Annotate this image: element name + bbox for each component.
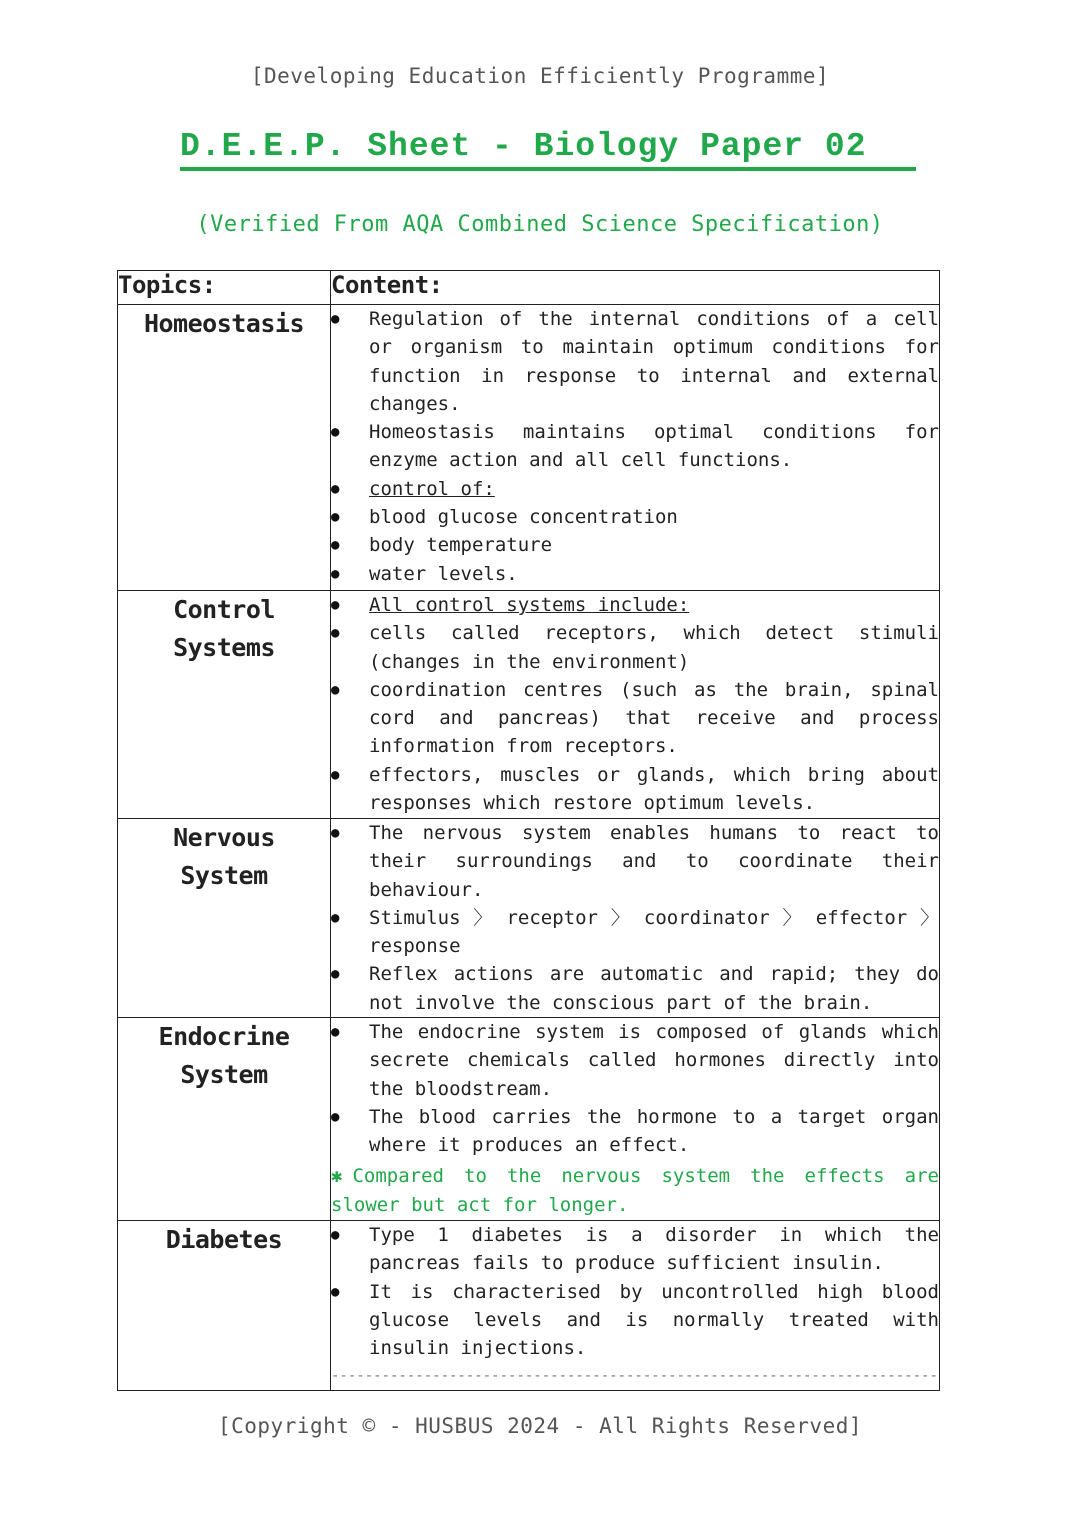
dashed-divider: ------------------------------------------------------------------------	[331, 1367, 938, 1384]
list-item: ● water levels.	[331, 560, 939, 588]
bullet-list	[331, 819, 939, 1017]
content-cell	[331, 819, 940, 1018]
topic-cell	[118, 591, 331, 819]
content-cell	[331, 591, 940, 819]
topic-title-line-2: Systems	[173, 633, 275, 662]
topic-title-line-1: Nervous	[173, 823, 275, 852]
topics-column-header: Topics:	[118, 271, 331, 305]
list-item: ● blood glucose concentration	[331, 503, 939, 531]
list-item: ● The nervous system enables humans to react to their surroundings and to coordinate their behaviour.	[331, 819, 939, 904]
topic-title-line-2: System	[180, 861, 268, 890]
topic-cell	[118, 1221, 331, 1391]
content-column-header: Content:	[331, 271, 940, 305]
list-item: ● The blood carries the hormone to a target organ where it produces an effect.	[331, 1103, 939, 1160]
topic-title-line-2: System	[180, 1060, 268, 1090]
bullet-list	[331, 1221, 939, 1362]
topics-table	[117, 270, 940, 1391]
topic-cell	[118, 1018, 331, 1221]
list-item: ● Stimulus 〉 receptor 〉 coordinator 〉 effector 〉 response	[331, 904, 939, 961]
control-systems-label: All control systems include:	[369, 594, 690, 616]
list-item	[331, 475, 939, 503]
list-item: ● Homeostasis maintains optimal conditions for enzyme action and all cell functions.	[331, 418, 939, 475]
programme-header: [Developing Education Efficiently Programme]	[250, 64, 830, 88]
list-item: ● Type 1 diabetes is a disorder in which the pancreas fails to produce sufficient insulin.	[331, 1221, 939, 1278]
topic-title: Homeostasis	[143, 309, 305, 338]
comparison-note	[331, 1162, 939, 1220]
list-item	[331, 591, 939, 619]
bullet-list	[331, 305, 939, 588]
list-item: ● cells called receptors, which detect stimuli (changes in the environment)	[331, 619, 939, 676]
list-item: ● body temperature	[331, 531, 939, 559]
topic-title-line-1: Control	[173, 595, 275, 624]
control-of-label: control of:	[369, 477, 495, 500]
table-row	[118, 1018, 940, 1221]
list-item: ● Reflex actions are automatic and rapid; they do not involve the conscious part of the brain.	[331, 960, 939, 1017]
list-item: ● coordination centres (such as the brain, spinal cord and pancreas) that receive and process information from receptors.	[331, 676, 939, 761]
sheet-title: D.E.E.P. Sheet - Biology Paper 02	[180, 128, 916, 171]
specification-subtitle: (Verified From AQA Combined Science Specification)	[196, 212, 884, 237]
table-row	[118, 819, 940, 1018]
list-item: ● The endocrine system is composed of glands which secrete chemicals called hormones directly into the bloodstream.	[331, 1018, 939, 1103]
content-cell	[331, 1221, 940, 1391]
bullet-list	[331, 1018, 939, 1159]
list-item: ● effectors, muscles or glands, which bring about responses which restore optimum levels.	[331, 761, 939, 818]
list-item: ● It is characterised by uncontrolled high blood glucose levels and is normally treated with insulin injections.	[331, 1278, 939, 1363]
copyright-footer: [Copyright © - HUSBUS 2024 - All Rights Reserved]	[217, 1414, 862, 1438]
topic-title-line-1: Endocrine	[158, 1022, 290, 1052]
topic-title: Diabetes	[165, 1225, 283, 1255]
bullet-list	[331, 591, 939, 817]
topic-cell	[118, 305, 331, 591]
list-item: ● Regulation of the internal conditions of a cell or organism to maintain optimum conditions for function in response to internal and external changes.	[331, 305, 939, 418]
content-cell	[331, 305, 940, 591]
table-row	[118, 591, 940, 819]
topic-cell	[118, 819, 331, 1018]
table-header-row	[118, 271, 940, 305]
table-row	[118, 305, 940, 591]
note-text: Compared to the nervous system the effects are slower but act for longer.	[331, 1164, 939, 1216]
table-row	[118, 1221, 940, 1391]
content-cell	[331, 1018, 940, 1221]
star-icon: ✱	[331, 1164, 343, 1187]
